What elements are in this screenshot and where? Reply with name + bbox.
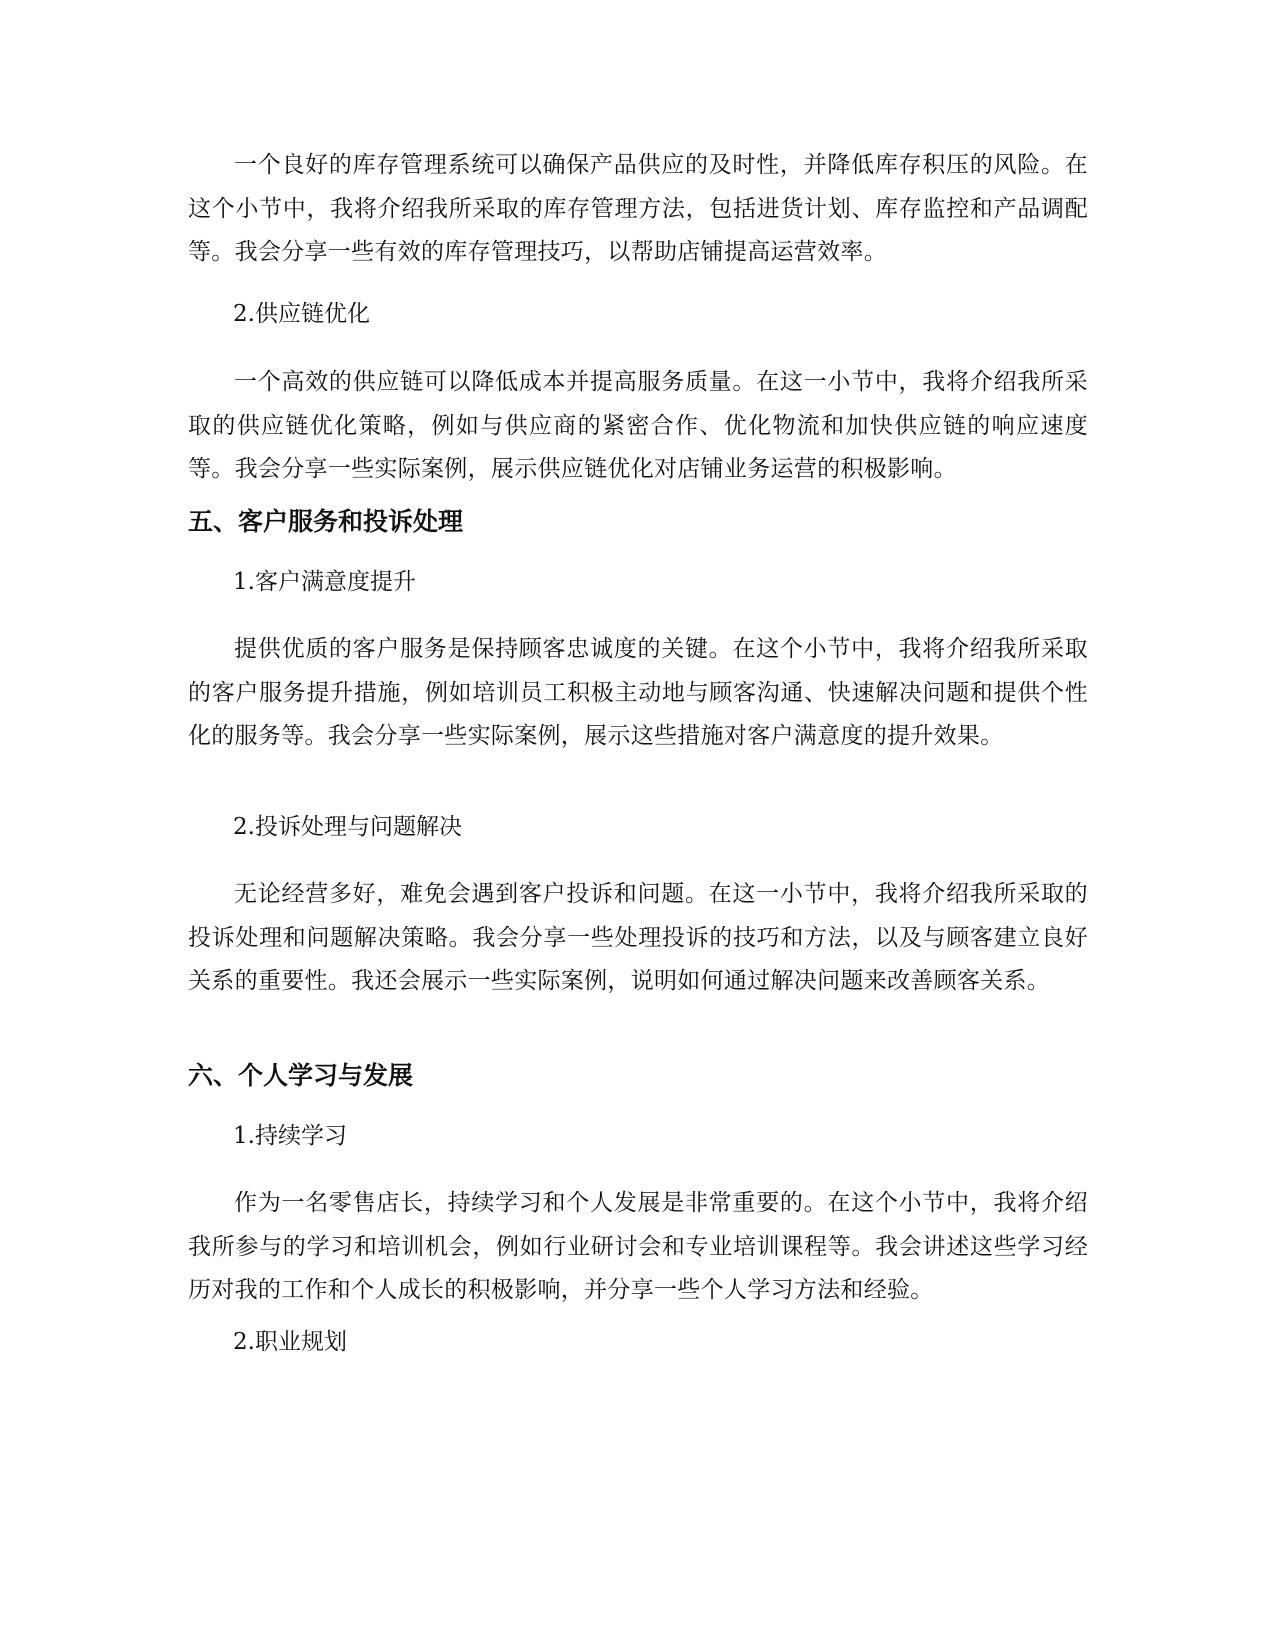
subheading-customer-satisfaction: 1.客户满意度提升 [233,569,416,595]
paragraph-inventory-management: 一个良好的库存管理系统可以确保产品供应的及时性，并降低库存积压的风险。在这个小节中，我将介绍我所采取的库存管理方法，包括进货计划、库存监控和产品调配等。我会分享一些有效的库存管理技巧，以帮助店铺提高运营效率。 [188,152,1088,265]
paragraph-supply-chain: 一个高效的供应链可以降低成本并提高服务质量。在这一小节中，我将介绍我所采取的供应链优化策略，例如与供应商的紧密合作、优化物流和加快供应链的响应速度等。我会分享一些实际案例，展示供应链优化对店铺业务运营的积极影响。 [188,369,1088,482]
section-heading-customer-service: 五、客户服务和投诉处理 [188,507,464,536]
section-heading-personal-development: 六、个人学习与发展 [188,1061,414,1090]
subheading-supply-chain: 2.供应链优化 [233,301,370,327]
paragraph-complaint-handling: 无论经营多好，难免会遇到客户投诉和问题。在这一小节中，我将介绍我所采取的投诉处理和问题解决策略。我会分享一些处理投诉的技巧和方法，以及与顾客建立良好关系的重要性。我还会展示一些实际案例，说明如何通过解决问题来改善顾客关系。 [188,881,1088,994]
paragraph-continuous-learning: 作为一名零售店长，持续学习和个人发展是非常重要的。在这个小节中，我将介绍我所参与的学习和培训机会，例如行业研讨会和专业培训课程等。我会讲述这些学习经历对我的工作和个人成长的积极影响，并分享一些个人学习方法和经验。 [188,1190,1088,1303]
subheading-complaint-handling: 2.投诉处理与问题解决 [233,814,462,840]
paragraph-customer-satisfaction: 提供优质的客户服务是保持顾客忠诚度的关键。在这个小节中，我将介绍我所采取的客户服务提升措施，例如培训员工积极主动地与顾客沟通、快速解决问题和提供个性化的服务等。我会分享一些实际案例，展示这些措施对客户满意度的提升效果。 [188,636,1088,749]
subheading-career-planning: 2.职业规划 [233,1329,347,1355]
subheading-continuous-learning: 1.持续学习 [233,1123,347,1149]
